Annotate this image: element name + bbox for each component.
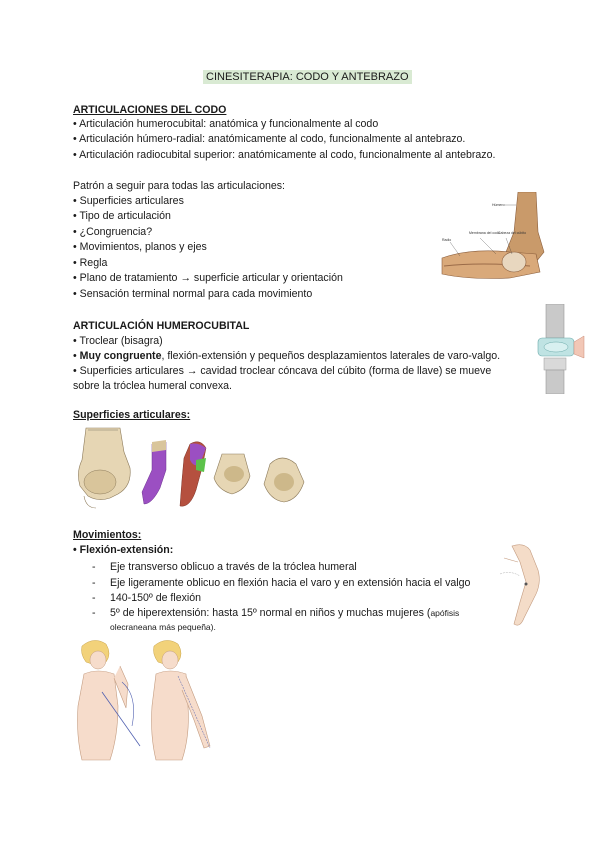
list-item: • Troclear (bisagra) <box>73 335 163 347</box>
list-item-continued: sobre la tróclea humeral convexa. <box>73 380 232 392</box>
pattern-intro: Patrón a seguir para todas las articulaciones: <box>73 180 285 192</box>
list-item: 140-150º de flexión <box>110 592 202 604</box>
list-item: • Regla <box>73 257 108 269</box>
sub-heading-text: Flexión-extensión: <box>79 544 174 556</box>
dash-marker: - <box>92 561 96 573</box>
bullet: • <box>73 350 80 362</box>
list-item <box>110 607 459 620</box>
dash-marker: - <box>92 592 96 604</box>
hinge-joint-model <box>530 304 586 394</box>
figure-label: Membrana del codo <box>469 231 500 235</box>
section-heading-humerocubital: ARTICULACIÓN HUMEROCUBITAL <box>73 320 250 332</box>
list-item: • Articulación radiocubital superior: anatómicamente al codo, funcionalmente al antebrazo. <box>73 149 496 161</box>
dash-marker: - <box>92 607 96 619</box>
body-flexion-figure <box>70 636 250 770</box>
list-item: • Superficies articulares → cavidad troclear cóncava del cúbito (forma de llave) se mueve <box>73 365 492 377</box>
articular-surfaces-figure <box>72 424 320 510</box>
list-item: • Movimientos, planos y ejes <box>73 241 207 253</box>
list-item: • ¿Congruencia? <box>73 226 153 238</box>
surfaces-heading: Superficies articulares: <box>73 409 191 421</box>
list-item: • Articulación húmero-radial: anatómicamente al codo, funcionalmente al antebrazo. <box>73 133 466 145</box>
list-item: • Articulación humerocubital: anatómica y funcionalmente al codo <box>73 118 379 130</box>
list-item: • Tipo de articulación <box>73 210 171 222</box>
figure-label: Húmero <box>492 203 505 207</box>
list-item-main: 5º de hiperextensión: hasta 15º normal en niños y muchas mujeres ( <box>110 607 431 619</box>
list-item: • Sensación terminal normal para cada movimiento <box>73 288 313 300</box>
bullet: • <box>73 544 80 556</box>
movements-heading: Movimientos: <box>73 529 142 541</box>
list-item-rest: , flexión-extensión y pequeños desplazamientos laterales de varo-valgo. <box>161 350 501 362</box>
list-item: Eje ligeramente oblicuo en flexión hacia el varo y en extensión hacia el valgo <box>110 577 471 589</box>
flexion-extension-heading <box>73 544 173 557</box>
elbow-anatomy-figure <box>440 192 568 282</box>
list-item: • Superficies articulares <box>73 195 184 207</box>
list-item-small: apófisis <box>430 608 460 618</box>
list-item: Eje transverso oblicuo a través de la tróclea humeral <box>110 561 357 573</box>
dash-marker: - <box>92 577 96 589</box>
figure-label: Cabeza del cúbito <box>498 231 527 235</box>
bold-text: Muy congruente <box>79 350 162 362</box>
section-heading-articulaciones: ARTICULACIONES DEL CODO <box>73 104 227 116</box>
arm-flexion-figure <box>490 540 550 632</box>
list-item <box>73 350 500 363</box>
list-item-continued: olecraneana más pequeña). <box>110 622 216 632</box>
page-title: CINESITERAPIA: CODO Y ANTEBRAZO <box>203 70 412 84</box>
figure-label: Radio <box>442 238 452 242</box>
list-item: • Plano de tratamiento → superficie articular y orientación <box>73 272 343 284</box>
